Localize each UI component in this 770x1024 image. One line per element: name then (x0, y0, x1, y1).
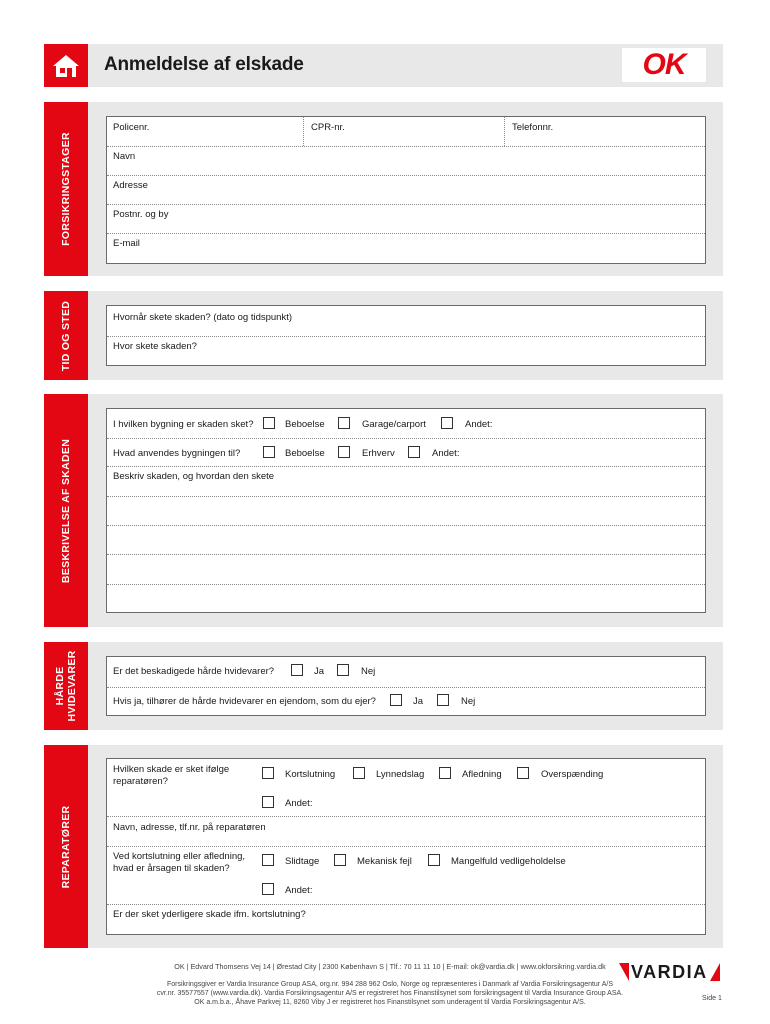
nej-checkbox[interactable] (337, 664, 349, 676)
andet-label: Andet: (285, 798, 313, 809)
mekanisk-fejl-checkbox[interactable] (334, 854, 346, 866)
vardia-mark-icon (710, 963, 720, 981)
option-label: Mangelfuld vedligeholdelse (451, 856, 566, 867)
tab-label: BESKRIVELSE AF SKADEN (60, 438, 72, 583)
tab-hvidevarer (44, 642, 88, 730)
ok-logo (622, 48, 706, 82)
footer-legal-2: cvr.nr. 35577557 (www.vardia.dk). Vardia Forsikringsagentur A/S er registreret hos Finanstilsynet som forsikringsagent til Vardia Insurance Group ASA. (156, 990, 624, 997)
nej-label: Nej (361, 666, 376, 677)
cpr-label: CPR-nr. (311, 122, 345, 133)
footer-legal-1: Forsikringsgiver er Vardia Insurance Group ASA, org.nr. 994 288 962 Oslo, Norge og repræsenteres i Danmark af Vardia Forsikringsagentur A/S (166, 981, 613, 988)
option-label: Andet: (465, 419, 493, 430)
tab-label: REPARATØRER (60, 805, 72, 888)
house-icon-box (44, 44, 88, 87)
q-bygning-label: I hvilken bygning er skaden sket? (113, 419, 254, 430)
andet-checkbox[interactable] (408, 446, 420, 458)
section-reparatoerer (88, 745, 723, 948)
hvornaar-label: Hvornår skete skaden? (dato og tidspunkt) (113, 312, 293, 323)
option-label: Beboelse (285, 448, 325, 459)
andet-checkbox[interactable] (262, 883, 274, 895)
option-label: Lynnedslag (376, 769, 425, 780)
kortslutning-checkbox[interactable] (262, 767, 274, 779)
footer-legal-3: OK a.m.b.a., Åhave Parkvej 11, 8260 Viby J er registreret hos Finanstilsynet som underagent til Vardia Forsikringsagentur A/S. (194, 999, 586, 1006)
tab-tid-og-sted (44, 291, 88, 380)
navn-label: Navn (113, 151, 136, 162)
policenr-label: Policenr. (113, 122, 150, 133)
footer-contact: OK | Edvard Thomsens Vej 14 | Ørestad City | 2300 København S | Tlf.: 70 11 11 10 | E-mail: ok@vardia.dk | www.okforsikring.vardia.dk (174, 962, 606, 971)
ja-label: Ja (314, 666, 325, 677)
navn-adresse-label: Navn, adresse, tlf.nr. på reparatøren (113, 822, 266, 833)
erhverv-checkbox[interactable] (338, 446, 350, 458)
beboelse-checkbox[interactable] (263, 446, 275, 458)
tab-forsikringstager (44, 102, 88, 276)
overspaending-checkbox[interactable] (517, 767, 529, 779)
form-box (106, 116, 706, 264)
q-anvendes-label: Hvad anvendes bygningen til? (113, 448, 241, 459)
hvor-label: Hvor skete skaden? (113, 341, 197, 352)
beskriv-label: Beskriv skaden, og hvordan den skete (113, 471, 275, 482)
option-label: Afledning (462, 769, 502, 780)
option-label: Garage/carport (362, 419, 426, 430)
option-label: Kortslutning (285, 769, 336, 780)
ja-label: Ja (413, 696, 424, 707)
q-yderligere-label: Er der sket yderligere skade ifm. kortslutning? (113, 909, 306, 920)
afledning-checkbox[interactable] (439, 767, 451, 779)
nej-checkbox[interactable] (437, 694, 449, 706)
q-aarsag-label-line2: hvad er årsagen til skaden? (113, 863, 230, 874)
q-skade-label-line1: Hvilken skade er sket ifølge (113, 764, 230, 775)
email-label: E-mail (113, 238, 140, 249)
form-box (106, 758, 706, 935)
option-label: Slidtage (285, 856, 320, 867)
section-forsikringstager (88, 102, 723, 276)
page-title: Anmeldelse af elskade (104, 54, 304, 75)
vardia-mark-icon (619, 963, 629, 981)
beboelse-checkbox[interactable] (263, 417, 275, 429)
option-label: Overspænding (541, 769, 604, 780)
tab-label-line1: HÅRDE (54, 666, 66, 706)
house-icon (51, 53, 81, 79)
garage-checkbox[interactable] (338, 417, 350, 429)
page-number: Side 1 (702, 995, 722, 1002)
tab-label: FORSIKRINGSTAGER (60, 132, 72, 246)
option-label: Beboelse (285, 419, 325, 430)
andet-checkbox[interactable] (262, 796, 274, 808)
slidtage-checkbox[interactable] (262, 854, 274, 866)
tab-label (54, 650, 78, 721)
option-label: Mekanisk fejl (357, 856, 412, 867)
tab-beskrivelse (44, 394, 88, 627)
section-hvidevarer (88, 642, 723, 730)
tab-label: TID OG STED (60, 300, 72, 371)
option-label: Erhverv (362, 448, 395, 459)
andet-checkbox[interactable] (441, 417, 453, 429)
tab-reparatoerer (44, 745, 88, 948)
adresse-label: Adresse (113, 180, 148, 191)
telefon-label: Telefonnr. (512, 122, 554, 133)
q1-label: Er det beskadigede hårde hvidevarer? (113, 666, 275, 677)
andet-label: Andet: (285, 885, 313, 896)
form-box (106, 305, 706, 366)
section-beskrivelse (88, 394, 723, 627)
form-box (106, 408, 706, 613)
ja-checkbox[interactable] (291, 664, 303, 676)
ja-checkbox[interactable] (390, 694, 402, 706)
lynnedslag-checkbox[interactable] (353, 767, 365, 779)
vardia-logo-text: VARDIA (631, 962, 708, 982)
vardia-logo (619, 961, 724, 983)
mangelfuld-checkbox[interactable] (428, 854, 440, 866)
nej-label: Nej (461, 696, 476, 707)
section-tid-og-sted (88, 291, 723, 380)
q2-label: Hvis ja, tilhører de hårde hvidevarer en ejendom, som du ejer? (113, 696, 376, 707)
option-label: Andet: (432, 448, 460, 459)
ok-logo-text: OK (642, 48, 686, 81)
tab-label-line2: HVIDEVARER (66, 650, 78, 722)
q-aarsag-label-line1: Ved kortslutning eller afledning, (113, 851, 246, 862)
postnr-label: Postnr. og by (113, 209, 169, 220)
q-skade-label-line2: reparatøren? (113, 776, 168, 787)
form-box (106, 656, 706, 716)
